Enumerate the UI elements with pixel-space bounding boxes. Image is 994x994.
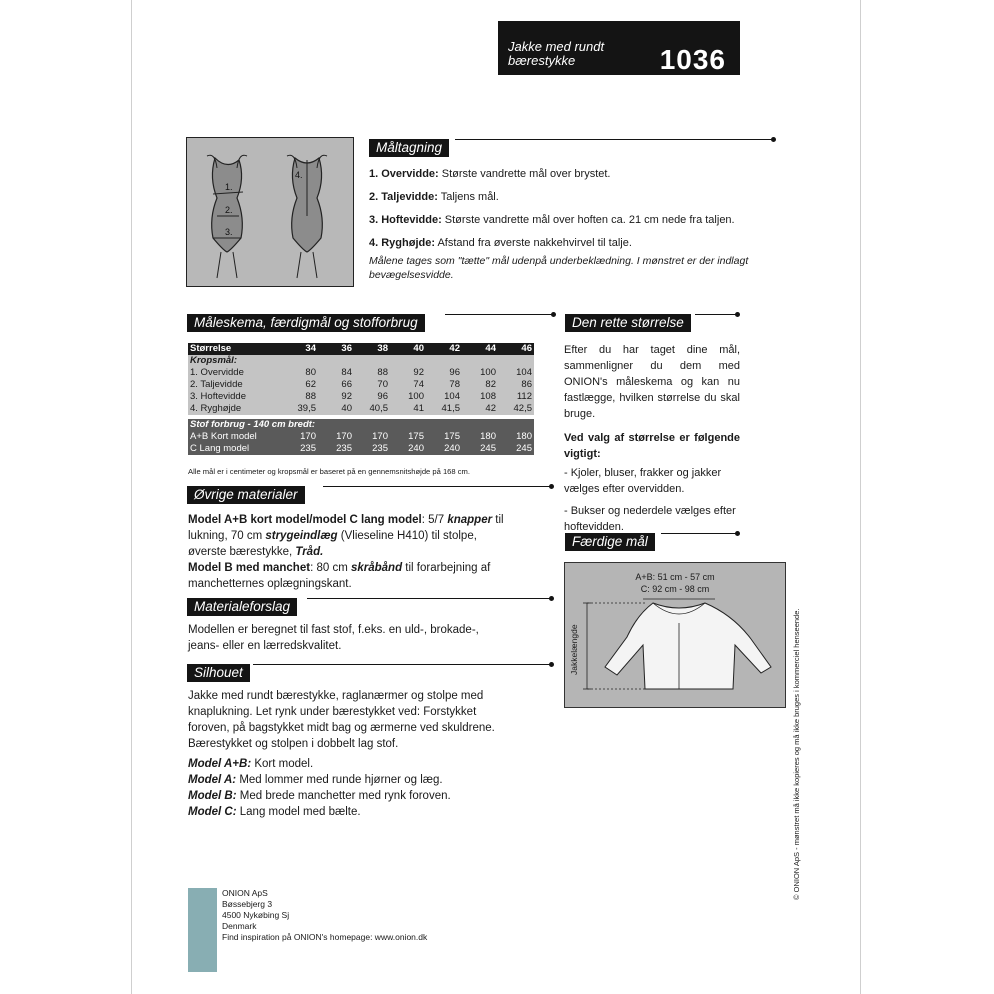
ovrige-text: Model A+B kort model/model C lang model: 5/7 knapper til lukning, 70 cm strygeindlæg (Vlieseline H410) til stolpe, øverste bærestykke, Tråd. Model B med manchet: 80 cm skråbånd til forarbejning af manchetternes oplægningskant. — [188, 514, 504, 590]
table-row: A+B Kort model 170 170 170 175 175 180 180 — [190, 431, 532, 442]
den-rette-text: Efter du har taget dine mål, sammenligner du dem med ONION's måleskema og kan nu fastlægge, hvilken størrelse du skal bruge. Ved valg af størrelse er følgende vigtigt: - Kjoler, bluser, frakker og jakker vælges efter overvidden. - Bukser og nederdele vælges efter hoftevidden. — [564, 344, 740, 533]
svg-text:3.: 3. — [225, 227, 233, 237]
table-row: 4. Ryghøjde 39,5 40 40,5 41 41,5 42 42,5 — [190, 403, 532, 414]
list-item: Model C: Lang model med bælte. — [188, 806, 361, 818]
table-row: 2. Taljevidde 62 66 70 74 78 82 86 — [190, 379, 532, 390]
silhouet-header: Silhouet — [187, 664, 250, 682]
table-row: 1. Overvidde 80 84 88 92 96 100 104 — [190, 367, 532, 378]
svg-text:1.: 1. — [225, 182, 233, 192]
table-row: C Lang model 235 235 235 240 240 245 245 — [190, 443, 532, 454]
maaleskema-header: Måleskema, færdigmål og stofforbrug — [187, 314, 425, 332]
faerdige-header: Færdige mål — [565, 533, 655, 551]
table-row: Stof forbrug - 140 cm bredt: — [188, 419, 534, 431]
table-row: 3. Hoftevidde 88 92 96 100 104 108 112 — [190, 391, 532, 402]
copyright-notice: © ONION ApS - mønstret må ikke kopieres og må ikke bruges i kommerciel henseende. — [792, 608, 801, 900]
size-chart-footnote: Alle mål er i centimeter og kropsmål er baseret på en gennemsnitshøjde på 168 cm. — [188, 467, 470, 476]
list-item: Model A: Med lommer med runde hjørner og læg. — [188, 774, 443, 786]
table-row: Størrelse 34 36 38 40 42 44 46 — [190, 343, 532, 354]
footer-address: ONION ApS Bøssebjerg 3 4500 Nykøbing Sj Denmark Find inspiration på ONION's homepage: www.onion.dk — [222, 888, 428, 942]
materialeforslag-header: Materialeforslag — [187, 598, 297, 616]
ovrige-header: Øvrige materialer — [187, 486, 305, 504]
svg-text:4.: 4. — [295, 170, 303, 180]
jacket-length-label: Jakkelængde — [569, 624, 579, 675]
pattern-name: Jakke med rundt bærestykke — [508, 39, 605, 68]
finished-measurements-figure: A+B: 51 cm - 57 cm C: 92 cm - 98 cm Jakkelængde — [564, 562, 786, 708]
svg-text:2.: 2. — [225, 205, 233, 215]
size-chart — [188, 343, 534, 455]
list-item: 3. Hoftevidde: Største vandrette mål over hoften ca. 21 cm nede fra taljen. — [369, 214, 735, 226]
footer-color-bar — [188, 888, 217, 972]
list-item: 2. Taljevidde: Taljens mål. — [369, 191, 499, 203]
measurement-illustration — [186, 137, 354, 287]
list-item: 4. Ryghøjde: Afstand fra øverste nakkehvirvel til talje. — [369, 237, 632, 249]
body-figures-icon — [187, 138, 353, 286]
silhouet-text: Jakke med rundt bærestykke, raglanærmer og stolpe med knaplukning. Let rynk under bærestykket ved: Forstykket foroven, på bagstykket midt bag og ærmerne ved skuldrene. Bærestykket og stolpen i dobbelt lag stof. Model A+B: Kort model. Model A: Med lommer med runde hjørner og læg. Model B: Med brede manchetter med rynk foroven. Model C: Lang model med bælte. — [188, 688, 506, 820]
list-item: Model A+B: Kort model. — [188, 758, 314, 770]
pattern-number: 1036 — [659, 44, 726, 75]
title-block — [498, 21, 740, 75]
pattern-sheet — [131, 0, 861, 994]
maaltagning-header: Måltagning — [369, 139, 449, 157]
measurement-note: Målene tages som "tætte" mål udenpå underbeklædning. I mønstret er der indlagt bevægelsesvidde. — [369, 255, 749, 281]
maaltagning-list — [369, 166, 749, 282]
jacket-silhouette-icon — [565, 563, 785, 707]
list-item: 1. Overvidde: Største vandrette mål over brystet. — [369, 168, 611, 180]
list-item: Model B: Med brede manchetter med rynk foroven. — [188, 790, 451, 802]
den-rette-header: Den rette størrelse — [565, 314, 691, 332]
materialeforslag-text: Modellen er beregnet til fast stof, f.eks. en uld-, brokade-, jeans- eller en lærredskvalitet. — [188, 624, 479, 652]
table-row: Kropsmål: — [188, 355, 534, 367]
